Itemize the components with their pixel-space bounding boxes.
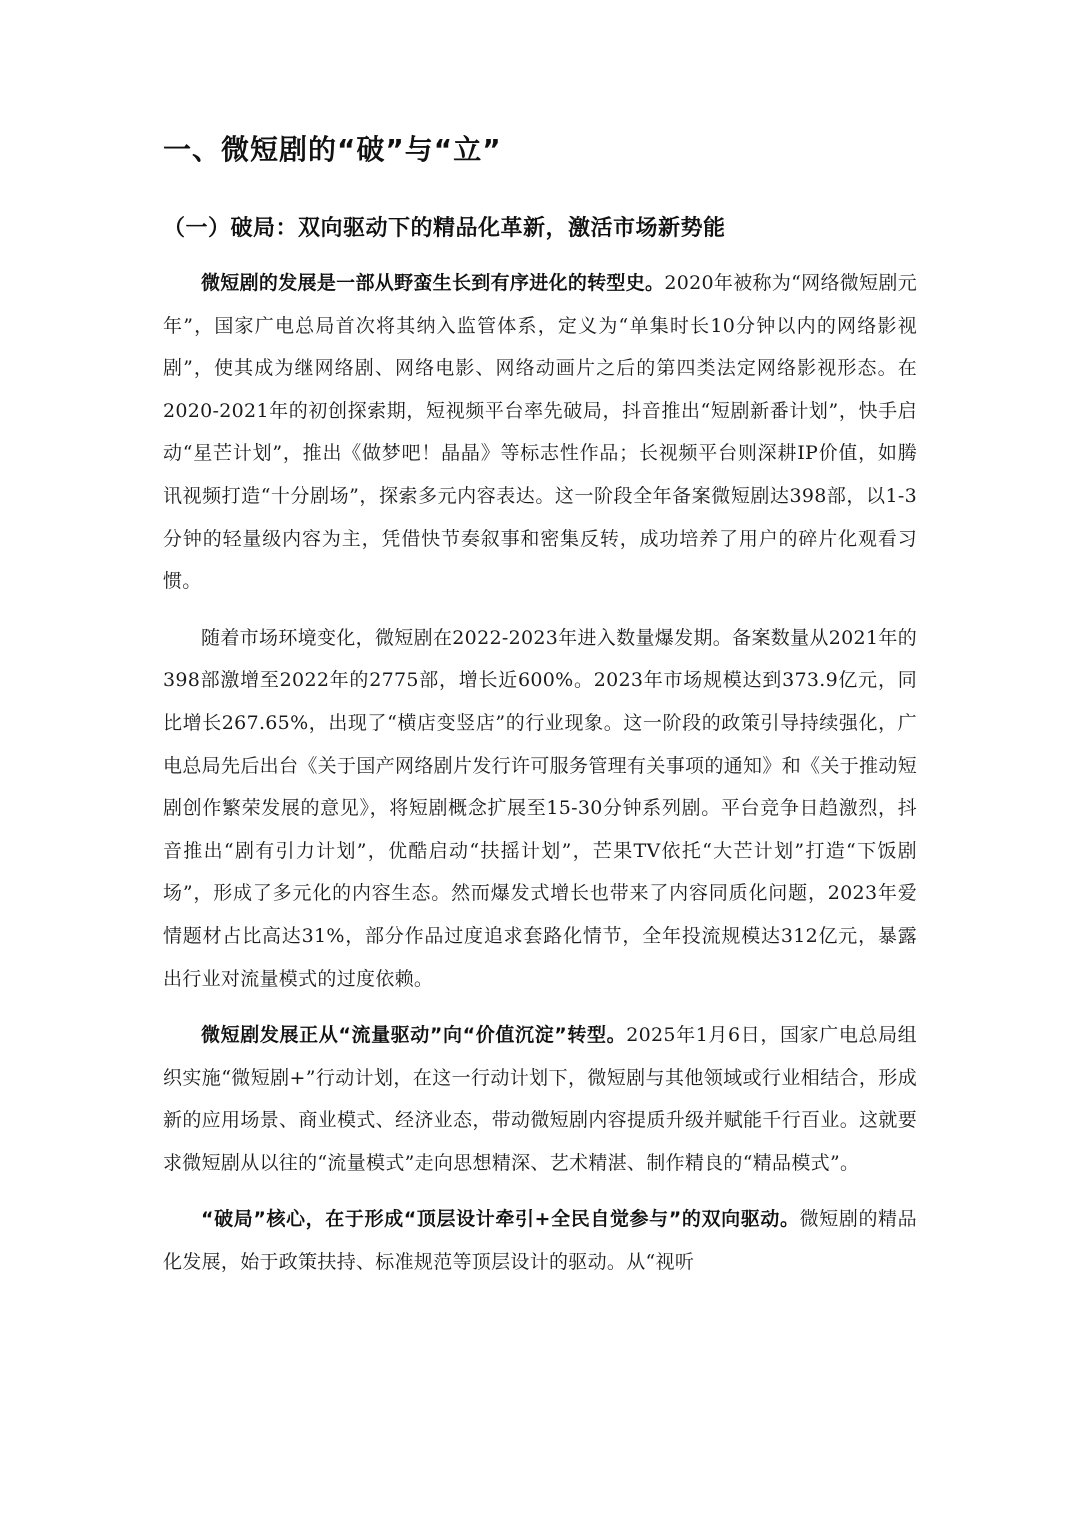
- paragraph-2: [163, 617, 917, 1000]
- paragraph-3-text: 2025年1月6日，国家广电总局组织实施“微短剧+”行动计划，在这一行动计划下，微短剧与其他领域或行业相结合，形成新的应用场景、商业模式、经济业态，带动微短剧内容提质升级并赋能千行百业。这就要求微短剧从以往的“流量模式”走向思想精深、艺术精湛、制作精良的“精品模式”。: [163, 1024, 917, 1174]
- paragraph-1-text: 2020年被称为“网络微短剧元年”，国家广电总局首次将其纳入监管体系，定义为“单集时长10分钟以内的网络影视剧”，使其成为继网络剧、网络电影、网络动画片之后的第四类法定网络影视形态。在2020-2021年的初创探索期，短视频平台率先破局，抖音推出“短剧新番计划”，快手启动“星芒计划”，推出《做梦吧！晶晶》等标志性作品；长视频平台则深耕IP价值，如腾讯视频打造“十分剧场”，探索多元内容表达。这一阶段全年备案微短剧达398部，以1-3分钟的轻量级内容为主，凭借快节奏叙事和密集反转，成功培养了用户的碎片化观看习惯。: [163, 272, 917, 593]
- paragraph-4-text: 微短剧的精品化发展，始于政策扶持、标准规范等顶层设计的驱动。从“视听: [163, 1208, 917, 1274]
- paragraph-4: [163, 1198, 917, 1283]
- paragraph-1: [163, 262, 917, 603]
- paragraph-4-lead: “破局”核心，在于形成“顶层设计牵引+全民自觉参与”的双向驱动。: [201, 1208, 800, 1231]
- paragraph-2-text: 随着市场环境变化，微短剧在2022-2023年进入数量爆发期。备案数量从2021年的398部激增至2022年的2775部，增长近600%。2023年市场规模达到373.9亿元，同比增长267.65%，出现了“横店变竖店”的行业现象。这一阶段的政策引导持续强化，广电总局先后出台《关于国产网络剧片发行许可服务管理有关事项的通知》和《关于推动短剧创作繁荣发展的意见》，将短剧概念扩展至15-30分钟系列剧。平台竞争日趋激烈，抖音推出“剧有引力计划”，优酷启动“扶摇计划”，芒果TV依托“大芒计划”打造“下饭剧场”，形成了多元化的内容生态。然而爆发式增长也带来了内容同质化问题，2023年爱情题材占比高达31%，部分作品过度追求套路化情节，全年投流规模达312亿元，暴露出行业对流量模式的过度依赖。: [163, 626, 917, 990]
- paragraph-3: [163, 1014, 917, 1184]
- subsection-heading: （一）破局：双向驱动下的精品化革新，激活市场新势能: [163, 216, 726, 241]
- section-heading: 一、微短剧的“破”与“立”: [163, 133, 502, 166]
- paragraph-3-lead: 微短剧发展正从“流量驱动”向“价值沉淀”转型。: [201, 1024, 627, 1047]
- paragraph-1-lead: 微短剧的发展是一部从野蛮生长到有序进化的转型史。: [201, 272, 665, 294]
- document-body: [163, 128, 917, 1298]
